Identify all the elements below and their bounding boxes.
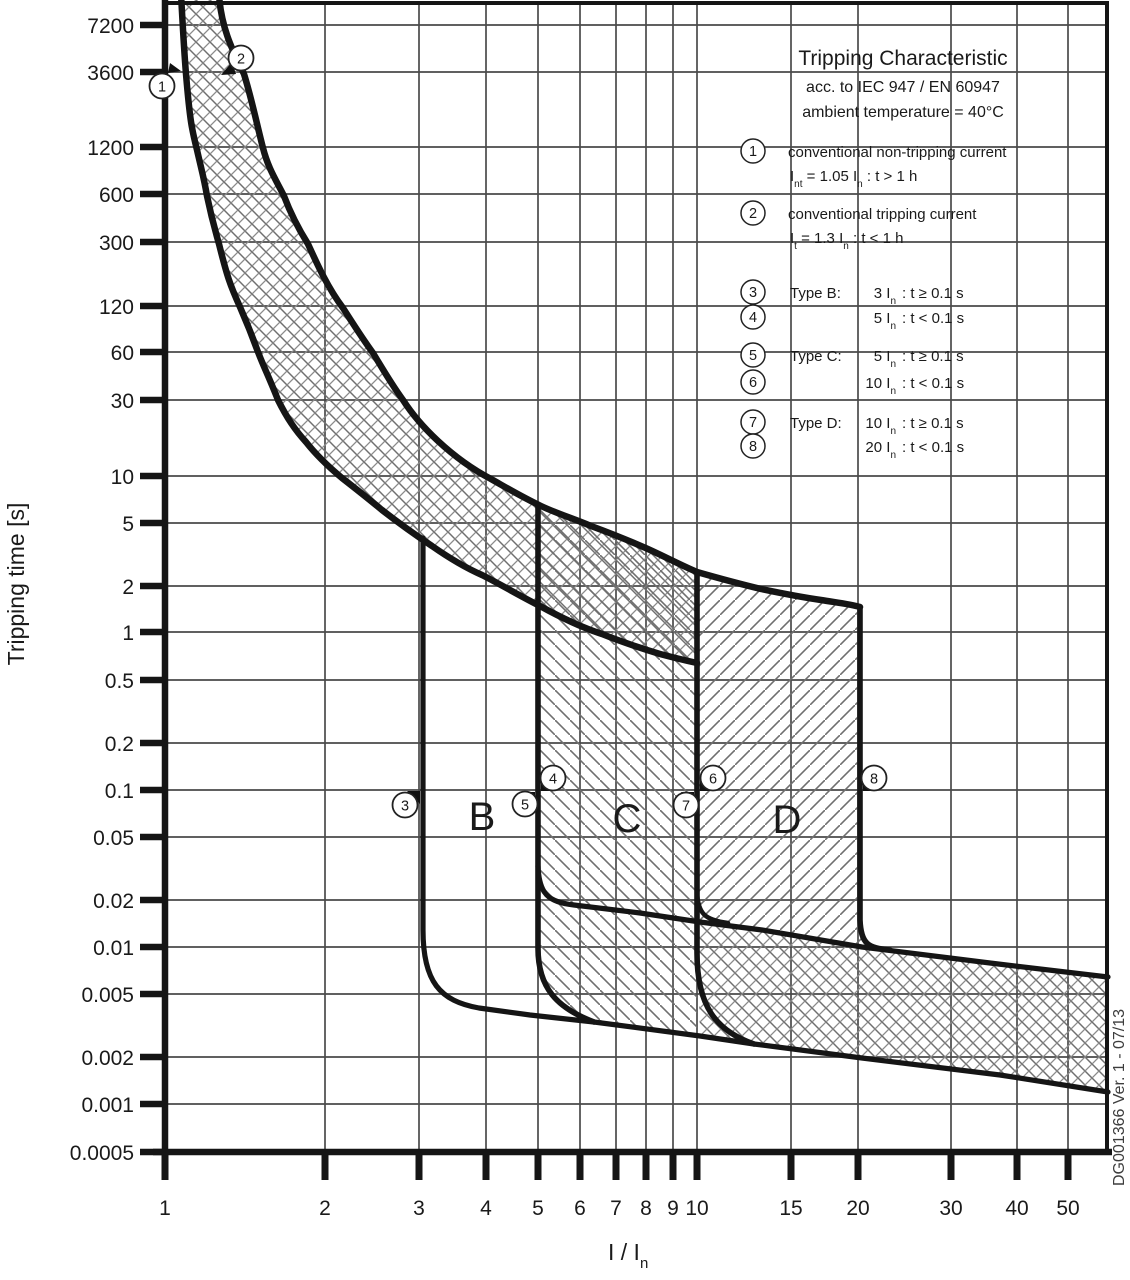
y-axis-title: Tripping time [s]	[3, 502, 29, 666]
legend-item-5	[741, 343, 964, 370]
curve-marker-7-num: 7	[681, 798, 691, 815]
y-tick-label: 7200	[87, 15, 134, 38]
legend-item-2	[741, 201, 977, 252]
y-tick-label: 0.02	[93, 890, 134, 913]
x-tick-label: 7	[610, 1197, 622, 1220]
legend-formula-1: $I_{nt} = 1.05$ $I_n$ : t > 1 h	[790, 168, 918, 190]
legend-formula-2: $I_t = 1.3$ $I_n$ : t < 1 h	[790, 230, 904, 252]
x-tick-label: 1	[159, 1197, 171, 1220]
y-tick-label: 0.5	[104, 670, 134, 693]
x-tick-label: 8	[640, 1197, 652, 1220]
curve-marker-5-num: 5	[520, 797, 530, 814]
curve-marker-3-num: 3	[400, 798, 410, 815]
y-tick-label: 120	[98, 296, 134, 319]
legend	[741, 139, 1007, 461]
legend-num-4: 4	[748, 310, 758, 326]
legend-text-2: conventional tripping current	[788, 206, 977, 223]
x-tick-label: 10	[685, 1197, 709, 1220]
legend-num-6: 6	[748, 375, 758, 391]
legend-cond-3: : t ≥ 0.1 s	[902, 285, 964, 302]
legend-val-5: 5 $I_n$	[873, 348, 896, 370]
curve-marker-1	[150, 74, 175, 99]
x-axis-title	[608, 1239, 648, 1272]
curve-marker-2-num: 2	[236, 51, 246, 68]
y-tick-label: 0.002	[81, 1047, 134, 1070]
title-block	[798, 47, 1007, 121]
legend-num-3: 3	[748, 285, 758, 301]
curve-marker-8-num: 8	[869, 771, 879, 788]
legend-num-8: 8	[748, 439, 758, 455]
curve-marker-8	[862, 766, 887, 791]
x-axis-tick-labels	[159, 1197, 1080, 1220]
y-tick-label: 1200	[87, 137, 134, 160]
chart-title: Tripping Characteristic	[798, 47, 1008, 70]
legend-type-d: Type D:	[790, 415, 842, 432]
legend-val-7: 10 $I_n$	[865, 415, 896, 437]
legend-val-8: 20 $I_n$	[865, 439, 896, 461]
y-tick-label: 0.001	[81, 1094, 134, 1117]
y-axis-tick-labels	[70, 15, 134, 1165]
x-tick-label: 6	[574, 1197, 586, 1220]
legend-cond-7: : t ≥ 0.1 s	[902, 415, 964, 432]
y-tick-label: 5	[122, 513, 134, 536]
legend-item-6	[741, 370, 964, 397]
curve-marker-4-num: 4	[548, 771, 558, 788]
curve-marker-5	[513, 792, 538, 817]
chart-ambient: ambient temperature = 40°C	[802, 104, 1004, 121]
x-tick-label: 3	[413, 1197, 425, 1220]
legend-cond-8: : t < 0.1 s	[902, 439, 965, 456]
x-axis-title-main: I / I	[608, 1239, 640, 1265]
y-tick-label: 3600	[87, 62, 134, 85]
legend-val-6: 10 $I_n$	[865, 375, 896, 397]
x-axis-title-subscript: n	[639, 1255, 649, 1272]
curve-marker-3	[393, 793, 418, 818]
legend-cond-5: : t ≥ 0.1 s	[902, 348, 964, 365]
x-tick-label: 9	[667, 1197, 679, 1220]
legend-text-1: conventional non-tripping current	[788, 144, 1007, 161]
x-tick-label: 4	[480, 1197, 492, 1220]
legend-item-3	[741, 280, 964, 307]
y-tick-label: 300	[98, 232, 134, 255]
legend-num-1: 1	[748, 144, 758, 160]
legend-val-4: 5 $I_n$	[873, 310, 896, 332]
legend-cond-6: : t < 0.1 s	[902, 375, 965, 392]
x-tick-label: 5	[532, 1197, 544, 1220]
chart-standard: acc. to IEC 947 / EN 60947	[806, 79, 1000, 96]
curve-marker-7	[674, 793, 699, 818]
x-tick-label: 40	[1005, 1197, 1029, 1220]
curve-marker-6	[701, 766, 726, 791]
y-tick-label: 1	[122, 622, 134, 645]
legend-type-b: Type B:	[790, 285, 841, 302]
zone-label-c: C	[612, 797, 642, 841]
curve-marker-4	[541, 766, 566, 791]
y-tick-label: 0.2	[104, 733, 134, 756]
legend-item-7	[741, 410, 964, 437]
x-tick-label: 20	[846, 1197, 870, 1220]
x-tick-label: 2	[319, 1197, 331, 1220]
curve-marker-1-num: 1	[157, 79, 167, 96]
y-tick-label: 0.1	[104, 780, 134, 803]
x-tick-label: 30	[939, 1197, 963, 1220]
y-tick-label: 0.0005	[69, 1142, 134, 1165]
document-number: DG001366 Ver. 1 - 07/13	[1111, 1008, 1128, 1186]
legend-item-4	[741, 305, 964, 332]
y-tick-label: 600	[98, 184, 134, 207]
y-tick-label: 2	[122, 576, 134, 599]
x-tick-label: 50	[1056, 1197, 1080, 1220]
curve-marker-2	[229, 46, 254, 71]
zone-label-d: D	[772, 798, 802, 842]
y-tick-label: 30	[110, 390, 134, 413]
legend-num-7: 7	[748, 415, 758, 431]
legend-val-3: 3 $I_n$	[873, 285, 896, 307]
legend-type-c: Type C:	[790, 348, 842, 365]
y-tick-label: 10	[110, 466, 134, 489]
legend-num-5: 5	[748, 348, 758, 364]
zone-label-b: B	[468, 795, 496, 839]
x-tick-label: 15	[779, 1197, 803, 1220]
legend-num-2: 2	[748, 206, 758, 222]
y-tick-label: 60	[110, 342, 134, 365]
y-tick-label: 0.05	[93, 827, 134, 850]
legend-item-8	[741, 434, 964, 461]
y-tick-label: 0.01	[93, 937, 134, 960]
y-tick-label: 0.005	[81, 984, 134, 1007]
legend-cond-4: : t < 0.1 s	[902, 310, 965, 327]
x-axis-ticks	[165, 1153, 1068, 1180]
curve-marker-6-num: 6	[708, 771, 718, 788]
